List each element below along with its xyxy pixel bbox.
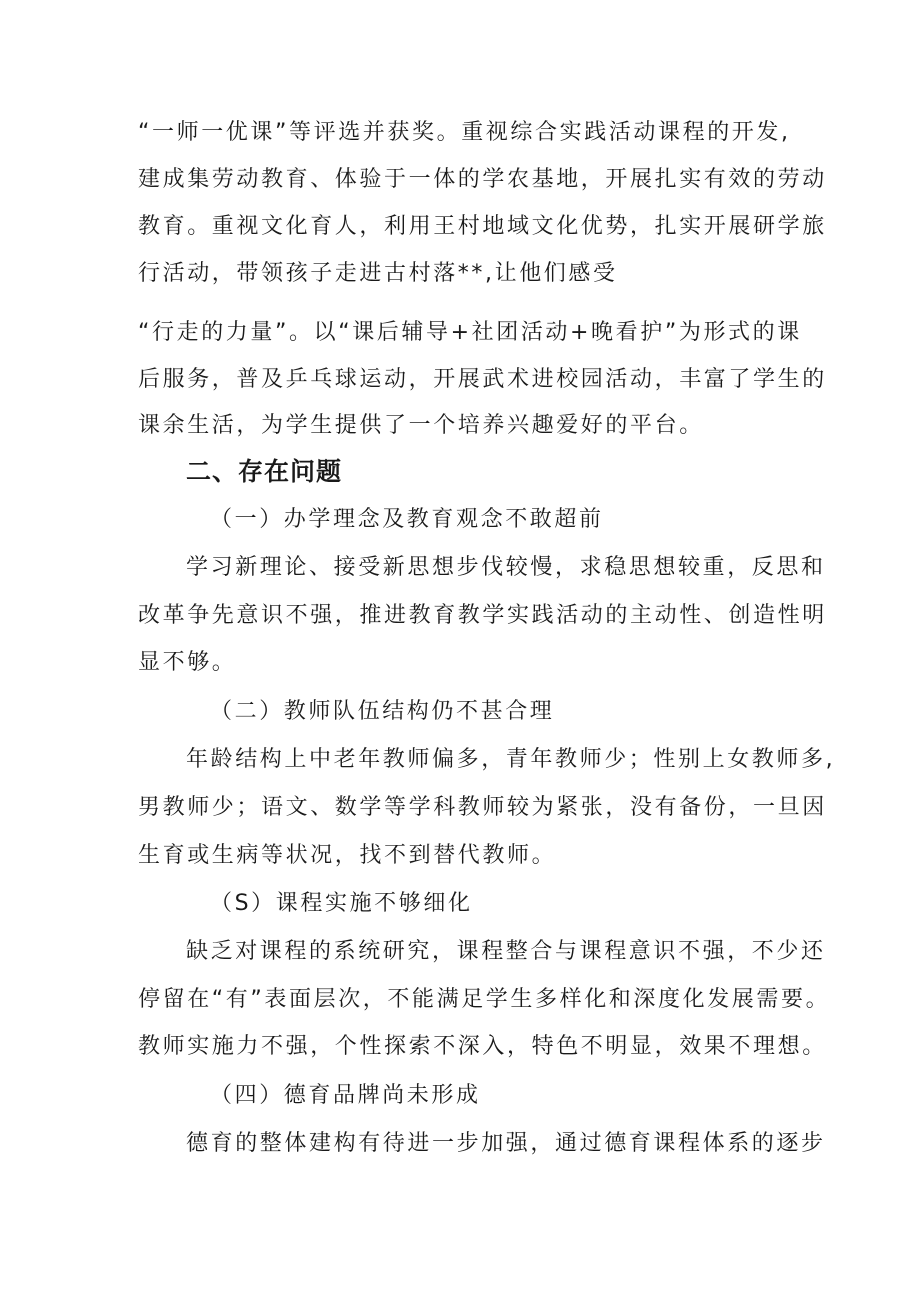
- intro-line-5: “行走的力量”。以“课后辅导+社团活动+晚看护”为形式的课: [138, 320, 802, 345]
- subsection-4-line-1: 德育的整体建构有待进一步加强，通过德育课程体系的逐步: [186, 1131, 826, 1156]
- intro-line-1: “一师一优课”等评选并获奖。重视综合实践活动课程的开发,: [138, 120, 791, 145]
- subsection-2-line-3: 生育或生病等状况，找不到替代教师。: [138, 843, 557, 868]
- section-heading: 二、存在问题: [186, 457, 343, 486]
- subsection-title-3: （S）课程实施不够细化: [210, 891, 473, 916]
- subsection-3-line-1: 缺乏对课程的系统研究，课程整合与课程意识不强，不少还: [186, 939, 826, 964]
- intro-line-3: 教育。重视文化育人，利用王村地域文化优势，扎实开展研学旅: [138, 214, 827, 239]
- subsection-3-line-2: 停留在“有”表面层次，不能满足学生多样化和深度化发展需要。: [138, 987, 831, 1012]
- intro-line-7: 课余生活，为学生提供了一个培养兴趣爱好的平台。: [138, 413, 704, 438]
- subsection-title-1: （一）办学理念及教育观念不敢超前: [210, 507, 604, 532]
- subsection-3-line-3: 教师实施力不强，个性探索不深入，特色不明显，效果不理想。: [138, 1034, 827, 1059]
- intro-line-6: 后服务，普及乒乓球运动，开展武术进校园活动，丰富了学生的: [138, 367, 827, 392]
- subsection-title-2: （二）教师队伍结构仍不甚合理: [210, 699, 555, 724]
- intro-line-4: 行活动，带领孩子走进古村落**,让他们感受: [138, 261, 618, 286]
- subsection-2-line-1: 年龄结构上中老年教师偏多，青年教师少；性别上女教师多,: [186, 747, 836, 772]
- subsection-title-4: （四）德育品牌尚未形成: [210, 1083, 481, 1108]
- subsection-1-line-3: 显不够。: [138, 650, 237, 675]
- subsection-1-line-1: 学习新理论、接受新思想步伐较慢，求稳思想较重，反思和: [186, 555, 826, 580]
- subsection-2-line-2: 男教师少；语文、数学等学科教师较为紧张，没有备份，一旦因: [138, 795, 827, 820]
- intro-line-2: 建成集劳动教育、体验于一体的学农基地，开展扎实有效的劳动: [138, 167, 827, 192]
- subsection-1-line-2: 改革争先意识不强，推进教育教学实践活动的主动性、创造性明: [138, 603, 827, 628]
